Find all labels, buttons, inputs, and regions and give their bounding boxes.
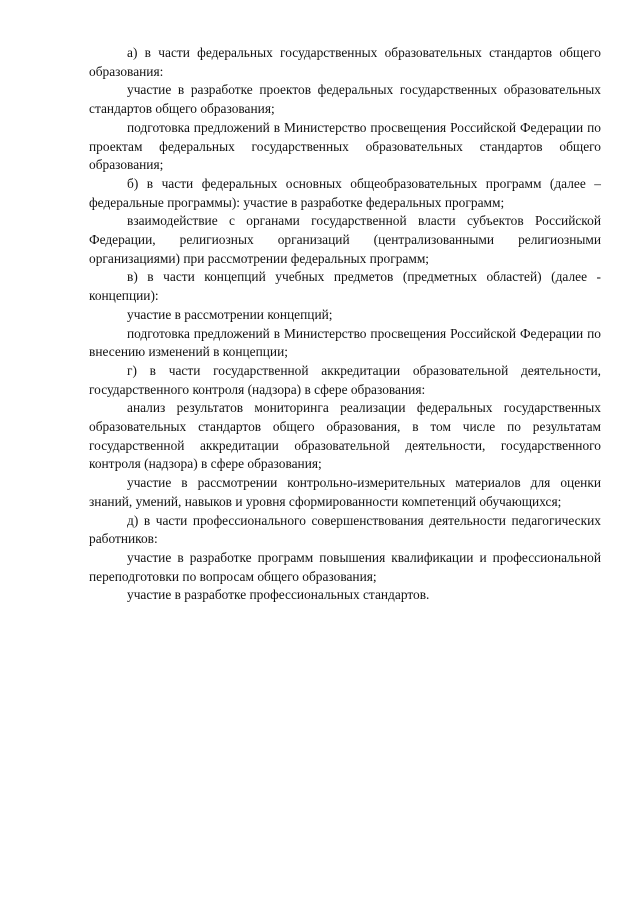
paragraph-section-v: в) в части концепций учебных предметов (предметных областей) (далее - концепции):	[89, 269, 601, 304]
paragraph: участие в рассмотрении концепций;	[127, 306, 333, 322]
paragraph: взаимодействие с органами государственной власти субъектов Российской Федерации, религиозных организаций (централизованными религиозными организациями) при рассмотрении федеральных программ;	[89, 213, 601, 266]
paragraph: участие в рассмотрении контрольно-измерительных материалов для оценки знаний, умений, навыков и уровня сформированности компетенций обучающихся;	[89, 475, 601, 509]
paragraph-section-a: а) в части федеральных государственных образовательных стандартов общего образования:	[89, 45, 601, 79]
paragraph-section-b: б) в части федеральных основных общеобразовательных программ (далее – федеральные программы): участие в разработке федеральных программ;	[89, 175, 601, 210]
paragraph-section-d: д) в части профессионального совершенствования деятельности педагогических работников:	[89, 512, 601, 547]
document-body	[89, 44, 601, 605]
paragraph-section-g: г) в части государственной аккредитации образовательной деятельности, государственного контроля (надзора) в сфере образования:	[89, 362, 601, 397]
paragraph: подготовка предложений в Министерство просвещения Российской Федерации по проектам федеральных государственных образовательных стандартов общего образования;	[89, 119, 601, 173]
paragraph: участие в разработке программ повышения квалификации и профессиональной переподготовки по вопросам общего образования;	[89, 549, 601, 584]
paragraph: подготовка предложений в Министерство просвещения Российской Федерации по внесению изменений в концепции;	[89, 325, 601, 360]
paragraph: участие в разработке профессиональных стандартов.	[127, 587, 430, 603]
paragraph: участие в разработке проектов федеральных государственных образовательных стандартов общего образования;	[89, 82, 601, 117]
paragraph: анализ результатов мониторинга реализации федеральных государственных образовательных стандартов общего образования, в том числе по результатам государственной аккредитации образовательной деятельности, государственного контроля (надзора) в сфере образования;	[89, 400, 601, 472]
